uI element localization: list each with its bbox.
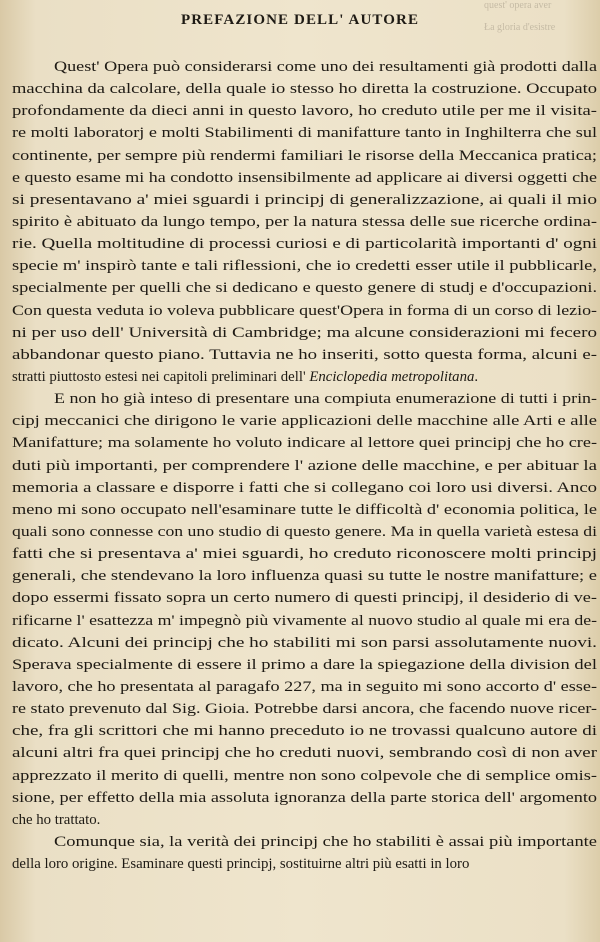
text-line: si presentavano a' miei sguardi i principj di generalizzazione, ai quali il mio <box>12 191 598 208</box>
text-line: duti più importanti, per comprendere l' azione delle macchine, e per abituar la <box>12 457 598 474</box>
text-line <box>12 366 597 388</box>
text-line: della loro origine. Esaminare questi principj, sostituirne altri più esatti in loro <box>12 856 470 873</box>
text-line: lavoro, che ho presentata al paragafo 227, ma in seguito mi sono accorto d' esse- <box>12 678 598 695</box>
bleed-line: quest' opera aver <box>484 0 552 11</box>
text-line: dopo essermi fissato sopra un certo numero di questi principj, il desiderio di ve- <box>12 590 598 607</box>
text-line: Con questa veduta io voleva pubblicare quest'Opera in forma di un corso di lezio- <box>12 302 598 319</box>
body-text <box>12 56 597 875</box>
text-line: Manifatture; ma solamente ho voluto indicare al lettore quei principj che ho cre- <box>12 435 598 452</box>
text-line: specialmente per quelli che si dedicano e questo genere di studj e d'occupazioni. <box>12 280 598 297</box>
text-line: cipj meccanici che dirigono le varie applicazioni delle macchine alle Arti e alle <box>12 413 598 430</box>
text-line: profondamente da dieci anni in questo lavoro, ho creduto utile per me il visita- <box>12 103 597 120</box>
text-segment: stratti piuttosto estesi nei capitoli preliminari dell' <box>12 368 310 385</box>
paragraph-1 <box>12 56 597 388</box>
text-line: specie m' inspirò tante e tali riflessioni, che io credetti esser utile il pubblicarle, <box>12 258 597 275</box>
text-line: re stato prevenuto dal Sig. Gioia. Potrebbe darsi ancora, che facendo nuove ricer- <box>12 701 598 718</box>
text-line: meno mi sono occupato nell'esaminare tutte le difficoltà d' economia politica, le <box>12 501 598 518</box>
bleed-line: Ła gloria d'esistre <box>484 22 556 33</box>
text-line: E non ho già inteso di presentare una compiuta enumerazione di tutti i prin- <box>54 391 598 408</box>
text-line: quali sono connesse con uno studio di questo genere. Ma in quella varietà estesa di <box>12 523 597 540</box>
text-line: Sperava specialmente di essere il primo a dare la spiegazione della division del <box>12 656 597 673</box>
text-line: ni per uso dell' Università di Cambridge; ma alcune considerazioni mi fecero <box>12 324 597 341</box>
text-line: spirito è abituato da lungo tempo, per la natura stessa delle sue ricerche ordina- <box>12 213 597 230</box>
text-line: sione, per effetto della mia assoluta ignoranza della parte storica dell' argomento <box>12 789 597 806</box>
text-line: che ho trattato. <box>12 811 101 828</box>
text-line: e questo esame mi ha condotto insensibilmente ad applicare ai diversi oggetti che <box>12 169 598 186</box>
text-line: continente, per sempre più rendermi familiari le risorse della Meccanica pratica; <box>12 147 598 164</box>
paragraph-3 <box>12 831 597 875</box>
text-line: abbandonar questo piano. Tuttavia ne ho inseriti, sotto questa forma, alcuni e- <box>12 346 597 363</box>
text-line: che, fra gli scrittori che mi hanno preceduto io ne trovassi qualcuno autore di <box>12 723 598 740</box>
page-title: PREFAZIONE DELL' AUTORE <box>180 12 420 28</box>
text-line: apprezzato il merito di quelli, mentre non sono colpevole che di semplice omis- <box>12 767 597 784</box>
text-line: dicato. Alcuni dei principj che ho stabiliti mi son parsi assolutamente nuovi. <box>12 634 597 651</box>
text-line: rificarne l' esattezza m' impegnò più vivamente al nuovo studio al quale mi era de- <box>12 612 597 629</box>
text-line: re molti laboratorj e molti Stabilimenti di manifatture tanto in Inghilterra che sul <box>12 125 598 142</box>
text-line: Quest' Opera può considerarsi come uno dei resultamenti già prodotti dalla <box>54 59 597 75</box>
text-line: rie. Quella moltitudine di processi curiosi e di particolarità importanti d' ogni <box>12 236 598 253</box>
text-line: alcuni altri fra quei principj che ho creduti nuovi, sembrando così di non aver <box>12 745 598 762</box>
text-line: fatti che si presentava a' miei sguardi, ho creduto riconoscere molti principj <box>12 546 597 563</box>
text-segment: . <box>474 368 479 385</box>
text-line: Comunque sia, la verità dei principj che ho stabiliti è assai più importante <box>54 833 597 850</box>
text-line: memoria a classare e disporre i fatti che si collegano coi loro usi diversi. Anco <box>12 479 598 496</box>
text-line: generali, che stendevano la loro influenza quasi su tutte le nostre manifatture; e <box>12 568 597 585</box>
text-line: macchina da calcolare, della quale io stesso ho diretta la costruzione. Occupato <box>12 81 598 98</box>
emphasis-title: Enciclopedia metropolitana <box>309 368 475 385</box>
paragraph-2 <box>12 388 597 831</box>
